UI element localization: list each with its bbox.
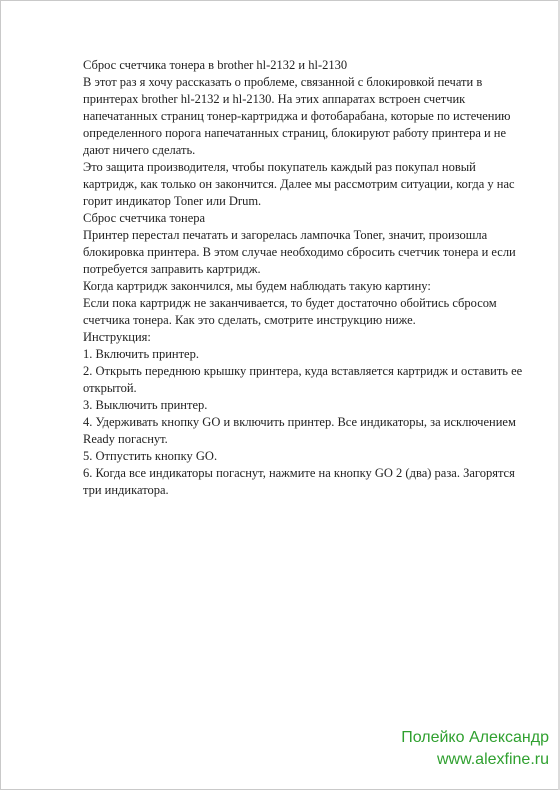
watermark-site: www.alexfine.ru: [436, 751, 549, 768]
section-heading: Сброс счетчика тонера: [83, 211, 206, 225]
instruction-step: 3. Выключить принтер.: [83, 398, 208, 412]
paragraph-intro-2: Это защита производителя, чтобы покупатель каждый раз покупал новый картридж, как только он закончится. Далее мы рассмотрим ситуации, когда у нас горит индикатор Toner или Drum.: [83, 160, 515, 208]
instruction-step: 4. Удерживать кнопку GO и включить принтер. Все индикаторы, за исключением Ready погаснут.: [83, 415, 516, 446]
watermark-author: Полейко Александр: [401, 729, 549, 746]
instruction-step: 6. Когда все индикаторы погаснут, нажмите на кнопку GO 2 (два) раза. Загорятся три индикатора.: [83, 466, 515, 497]
instruction-step: 5. Отпустить кнопку GO.: [83, 449, 218, 463]
paragraph-section-1: Принтер перестал печатать и загорелась лампочка Toner, значит, произошла блокировка принтера. В этом случае необходимо сбросить счетчик тонера и если потребуется заправить картридж.: [83, 228, 516, 276]
instruction-step: 2. Открыть переднюю крышку принтера, куда вставляется картридж и оставить ее открытой.: [83, 364, 523, 395]
instructions-heading: Инструкция:: [83, 330, 151, 344]
instruction-step: 1. Включить принтер.: [83, 347, 199, 361]
document-body: [83, 57, 523, 499]
author-watermark: [401, 727, 549, 771]
document-title: Сброс счетчика тонера в brother hl-2132 и hl-2130: [83, 58, 348, 72]
paragraph-section-3: Если пока картридж не заканчивается, то будет достаточно обойтись сбросом счетчика тонера. Как это сделать, смотрите инструкцию ниже.: [83, 296, 497, 327]
paragraph-intro-1: В этот раз я хочу рассказать о проблеме, связанной с блокировкой печати в принтерах brother hl-2132 и hl-2130. На этих аппаратах встроен счетчик напечатанных страниц тонер-картриджа и фотобарабана, которые по истечению определенного порога напечатанных страниц, блокируют работу принтера и не дают ничего сделать.: [83, 75, 511, 157]
paragraph-section-2: Когда картридж закончился, мы будем наблюдать такую картину:: [83, 279, 431, 293]
